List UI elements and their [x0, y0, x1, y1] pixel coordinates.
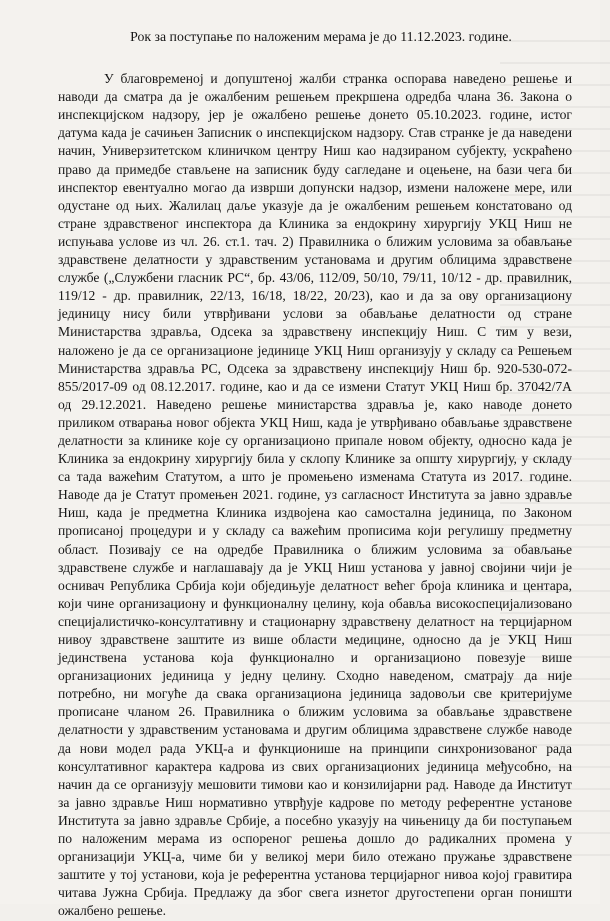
deadline-line: Рок за поступање по наложеним мерама је до 11.12.2023. године.: [130, 29, 512, 44]
document-body: [58, 28, 572, 921]
appeal-paragraph: У благовременој и допуштеној жалби странка оспорава наведено решење и наводи да сматра да је ожалбеним решењем прекршена одредба члана 36. Закона о инспекцијском надзору, јер је ожалбено решење донето 05.10.2023. године, истог датума када је сачињен Записник о инспекцијском надзору. Став странке је да наведени начин, Универзитетском клиничком центру Ниш као надзираном субјекту, ускраћено право да примедбе стављене на записник буду сагледане и оцењене, на бази чега би инспектор евентуално могао да изврши допунски надзор, измени наложене мере, или одустане од њих. Жалилац даље указује да је ожалбеним решењем констатовано од стране здравственог инспектора да Клиника за ендокрину хирургију УКЦ Ниш не испуњава услове из чл. 26. ст.1. тач. 2) Правилника о ближим условима за обављање здравствене делатности у здравственим установама и другим облицима здравствене службе („Службени гласник РС“, бр. 43/06, 112/09, 50/10, 79/11, 10/12 - др. правилник, 119/12 - др. правилник, 22/13, 16/18, 18/22, 20/23), као и да за ову организациону јединицу нису били утврђивани услови за обављање делатности од стране Министарства здравља, Одсека за здравствену инспекцију Ниш. С тим у вези, наложено је да се организационе јединице УКЦ Ниш организују у складу са Решењем Министарства здравља РС, Одсека за здравствену инспекцију Ниш бр. 920-530-072-855/2017-09 од 08.12.2017. године, као и да се измени Статут УКЦ Ниш бр. 37042/7А од 29.12.2021. Наведено решење министарства здравља је, како наводе донето приликом отварања новог објекта УКЦ Ниш, када је утврђивано обављање здравствене делатности за клинике које су организационо припале новом објекту, односно када је Клиника за ендокрину хирургију била у склопу Клинике за општу хирургију, у складу са тада важећим Статутом, а што је промењено изменама Статута из 2017. године. Наводе да је Статут промењен 2021. године, уз сагласност Института за јавно здравље Ниш, када је предметна Клиника издвојена као самостална јединица, по Законом прописаној процедури и у складу са важећим прописима који регулишу предметну област. Позивају се на одредбе Правилника о ближим условима за обављање здравствене службе и наглашавају да је УКЦ Ниш установа у јавној својини чији је оснивач Република Србија који обједињује делатност већег броја клиника и центара, који чине организациону и функционалну целину, која обавља високоспецијализовано специјалистичко-консултативну и стационарну здравствену делатност на терцијарном нивоу здравствене заштите из више области медицине, односно да је УКЦ Ниш јединствена установа која функционално и организационо повезује више организационих јединица у једну целину. Сходно наведеном, сматрају да није потребно, ни могуће да свака организациона јединица задовољи све критеријуме прописане чланом 26. Правилника о ближим условима за обављање здравствене делатности у здравственим установама и другим облицима здравствене службе наводе да нови модел рада УКЦ-а и функционише на принципи синхронизованог рада консултативног карактера кадрова из свих организационих јединица међусобно, на начин да се организују мешовити тимови као и конзилијарни рад. Наводе да Институт за јавно здравље Ниш нормативно утврђује кадрове по методу референтне установе Института за јавно здравље Србије, а посебно указују на чињеницу да би поступањем по наложеним мерама из оспореног решења дошло до радикалних промена у организацији УКЦ-а, чиме би у великој мери било отежано пружање здравствене заштите у тој установи, која је референтна установа терцијарног нивоа којој гравитира читава Јужна Србија. Предлажу да због свега изнетог другостепени орган поништи ожалбено решење.: [58, 71, 572, 919]
